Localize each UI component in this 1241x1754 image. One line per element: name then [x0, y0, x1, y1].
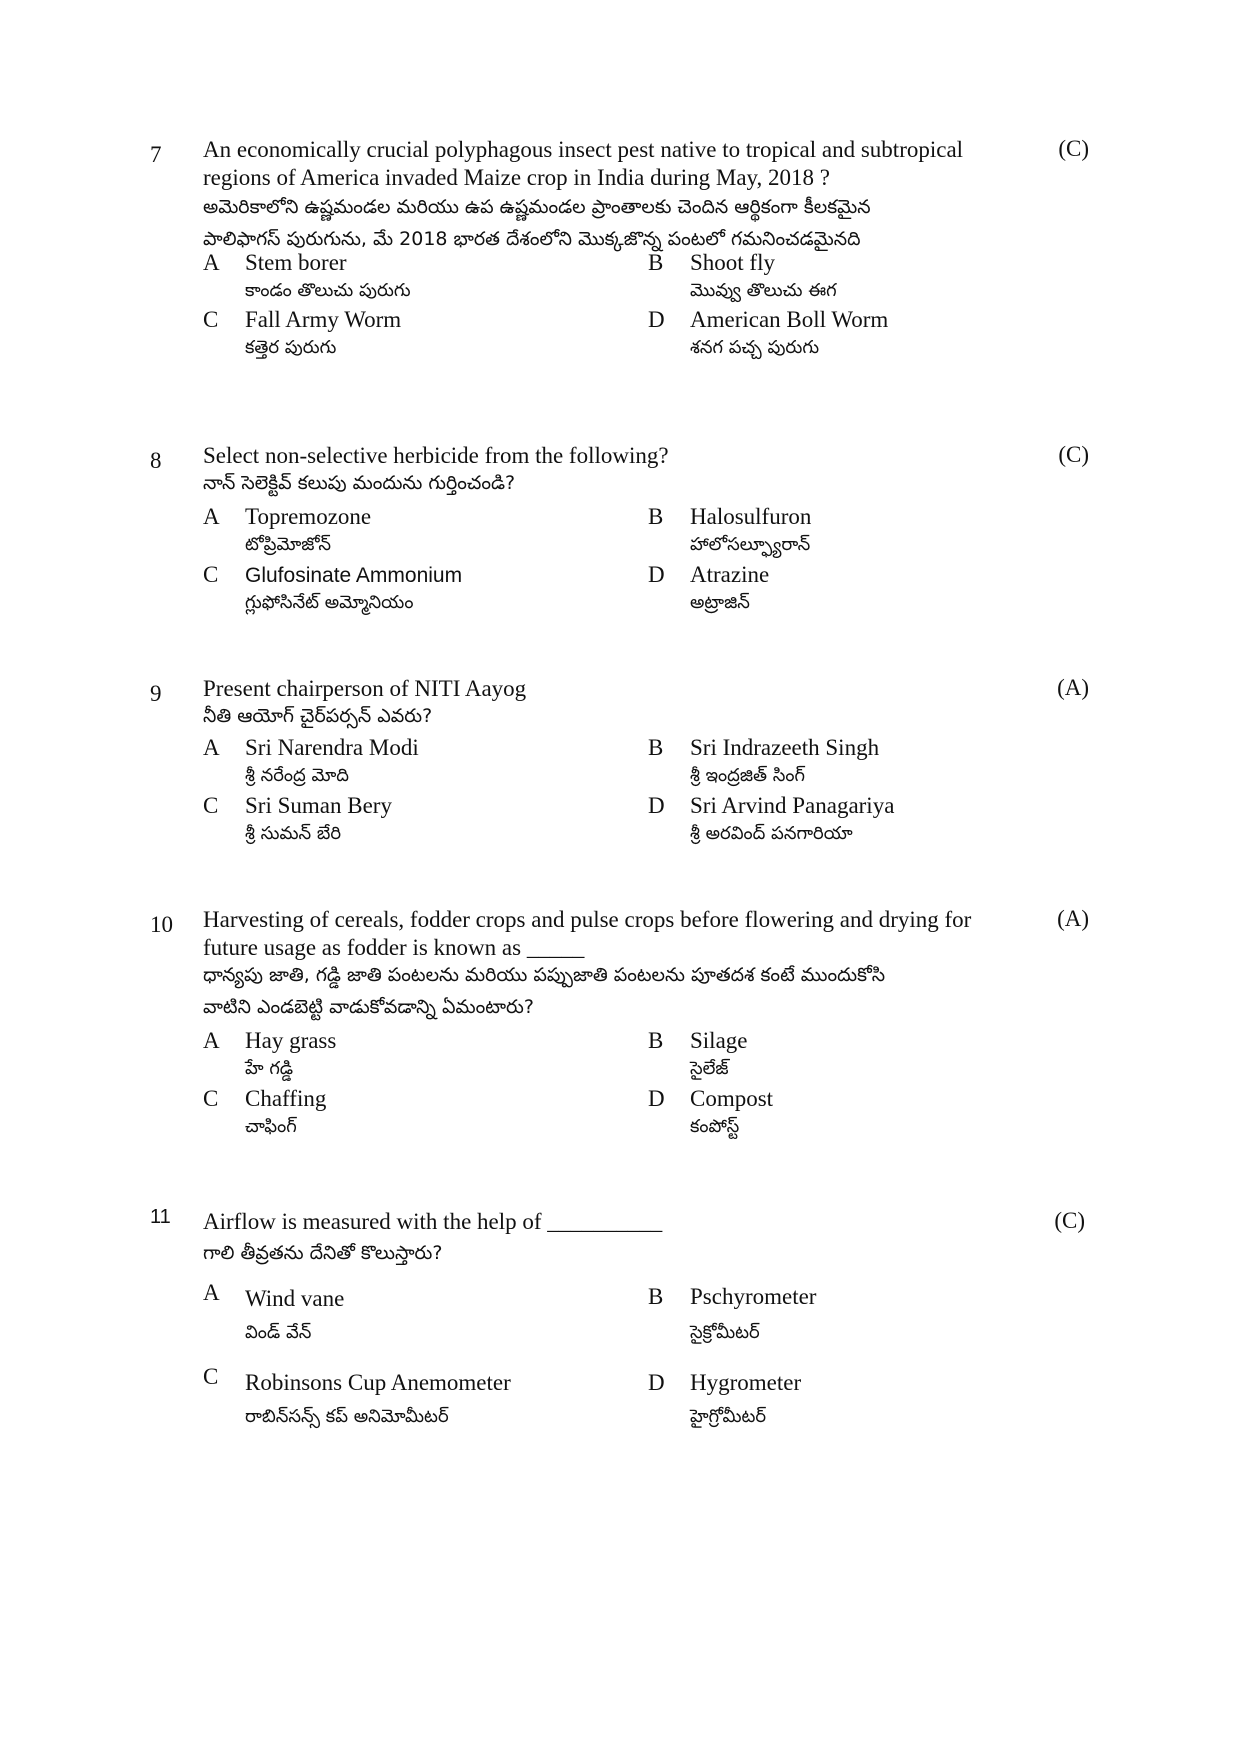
option-letter: C	[203, 1364, 219, 1389]
option-text-en: Chaffing	[245, 1086, 327, 1111]
option-text-en: Topremozone	[245, 504, 372, 529]
option-letter: C	[203, 562, 219, 587]
option-text-te: అట్రాజిన్	[690, 592, 750, 613]
option-text-en: Compost	[690, 1086, 774, 1111]
option-text-en: Glufosinate Ammonium	[245, 564, 463, 587]
option-text-en: American Boll Worm	[690, 307, 889, 332]
option-text-en: Sri Narendra Modi	[245, 735, 419, 760]
answer-key: (C)	[1058, 442, 1089, 467]
option-text-en: Hay grass	[245, 1028, 337, 1053]
option-text-te: సైలేజ్	[690, 1058, 729, 1079]
option-text-te: శ్రీ ఇంద్రజిత్ సింగ్	[690, 765, 805, 786]
option-text-en: Sri Indrazeeth Singh	[690, 735, 880, 760]
option-letter: B	[648, 250, 664, 275]
question-number: 8	[150, 448, 162, 473]
question-text-en: Airflow is measured with the help of __________	[203, 1209, 663, 1234]
question-text-en: Harvesting of cereals, fodder crops and pulse crops before flowering and drying for future usage as fodder is known as _____	[203, 907, 972, 960]
option-text-en: Hygrometer	[690, 1370, 802, 1395]
option-text-te: మొవ్వు తొలుచు ఈగ	[690, 280, 837, 301]
option-text-en: Fall Army Worm	[245, 307, 402, 332]
option-text-te: శ్రీ అరవింద్ పనగారియా	[690, 823, 853, 844]
question-text-te: వాటిని ఎండబెట్టి వాడుకోవడాన్ని ఏమంటారు?	[203, 996, 534, 1018]
option-text-te: రాబిన్‌సన్స్ కప్ అనిమోమీటర్	[245, 1406, 449, 1427]
question-number: 9	[150, 681, 162, 706]
option-text-te: కత్తెర పురుగు	[245, 337, 337, 358]
option-text-en: Shoot fly	[690, 250, 775, 275]
question-number: 10	[150, 912, 173, 937]
option-text-te: హైగ్రోమీటర్	[690, 1406, 767, 1427]
question-text-te: పాలిఫాగస్ పురుగును, మే 2018 భారత దేశంలోని మొక్కజొన్న పంటలో గమనించడమైనది	[203, 228, 861, 250]
option-text-te: కంపోస్ట్	[690, 1116, 740, 1137]
option-text-te: సైక్రోమీటర్	[690, 1322, 760, 1343]
question-number: 11	[150, 1206, 171, 1228]
option-letter: B	[648, 1284, 664, 1309]
option-text-te: టోప్రిమోజోన్	[245, 534, 332, 555]
option-letter: D	[648, 1086, 665, 1111]
option-text-en: Atrazine	[690, 562, 770, 587]
option-letter: A	[203, 250, 220, 275]
option-letter: D	[648, 562, 665, 587]
question-text-te: నీతి ఆయోగ్ చైర్‌పర్సన్ ఎవరు?	[203, 705, 433, 727]
option-letter: A	[203, 735, 220, 760]
option-letter: D	[648, 1370, 665, 1395]
option-text-en: Halosulfuron	[690, 504, 812, 529]
option-text-te: విండ్ వేన్	[245, 1322, 312, 1343]
option-letter: C	[203, 1086, 219, 1111]
option-text-en: Sri Suman Bery	[245, 793, 392, 818]
option-letter: D	[648, 793, 665, 818]
option-text-te: హే గడ్డి	[245, 1058, 294, 1079]
option-letter: A	[203, 1280, 220, 1305]
option-text-te: కాండం తొలుచు పురుగు	[245, 280, 411, 301]
answer-key: (A)	[1057, 906, 1089, 931]
question-text-te: గాలి తీవ్రతను దేనితో కొలుస్తారు?	[203, 1242, 443, 1264]
option-text-te: గ్లుఫోసినేట్ అమ్మోనియం	[245, 592, 414, 613]
option-text-te: శనగ పచ్చ పురుగు	[690, 337, 820, 358]
answer-key: (A)	[1057, 675, 1089, 700]
option-letter: C	[203, 307, 219, 332]
option-letter: D	[648, 307, 665, 332]
option-text-en: Pschyrometer	[690, 1284, 817, 1309]
question-number: 7	[150, 142, 162, 167]
option-letter: B	[648, 735, 664, 760]
answer-key: (C)	[1058, 136, 1089, 161]
option-letter: B	[648, 1028, 664, 1053]
option-letter: A	[203, 1028, 220, 1053]
option-letter: C	[203, 793, 219, 818]
option-text-en: Sri Arvind Panagariya	[690, 793, 895, 818]
option-text-en: Silage	[690, 1028, 748, 1053]
option-text-te: హాలోసల్ఫ్యూరాన్	[690, 534, 811, 555]
option-letter: A	[203, 504, 220, 529]
option-text-te: చాఫింగ్	[245, 1116, 297, 1137]
question-text-te: నాన్ సెలెక్టివ్ కలుపు మందును గుర్తించండి?	[203, 472, 516, 494]
question-text-te: ధాన్యపు జాతి, గడ్డి జాతి పంటలను మరియు పప్పుజాతి పంటలను పూతదశ కంటే ముందుకోసి	[203, 964, 886, 986]
question-text-en: Present chairperson of NITI Aayog	[203, 676, 527, 701]
question-text-te: అమెరికాలోని ఉష్ణమండల మరియు ఉప ఉష్ణమండల ప్రాంతాలకు చెందిన ఆర్థికంగా కీలకమైన	[203, 196, 871, 218]
option-text-te: శ్రీ సుమన్ బేరి	[245, 823, 342, 844]
option-text-en: Wind vane	[245, 1286, 345, 1311]
question-text-en: An economically crucial polyphagous insect pest native to tropical and subtropical regions of America invaded Maize crop in India during May, 2018 ?	[203, 137, 964, 190]
question-text-en: Select non-selective herbicide from the following?	[203, 443, 669, 468]
option-text-en: Robinsons Cup Anemometer	[245, 1370, 511, 1395]
option-text-te: శ్రీ నరేంద్ర మోది	[245, 765, 350, 786]
option-text-en: Stem borer	[245, 250, 347, 275]
option-letter: B	[648, 504, 664, 529]
answer-key: (C)	[1054, 1208, 1085, 1233]
